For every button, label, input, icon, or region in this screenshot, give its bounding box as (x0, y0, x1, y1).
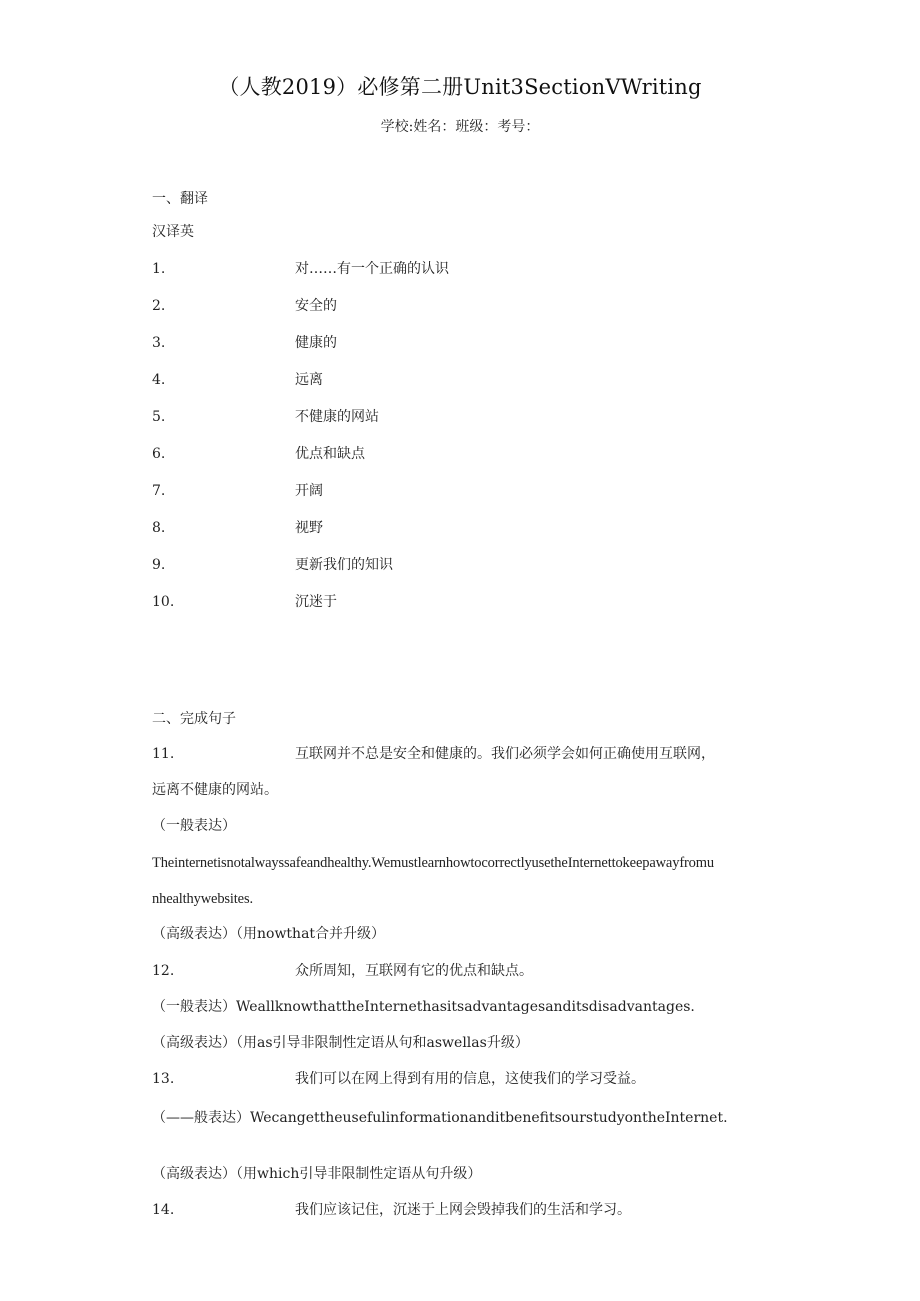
general-expression-label: （一般表达） (152, 818, 236, 834)
item-number: 6. (152, 446, 166, 462)
section2-heading: 二、完成句子 (152, 711, 236, 727)
item-text: 远离 (295, 372, 323, 388)
section1-heading: 一、翻译 (152, 191, 208, 207)
item-number: 2. (152, 298, 166, 314)
section1-subheading: 汉译英 (152, 224, 194, 240)
item-text: 健康的 (295, 335, 337, 351)
item-number: 1. (152, 261, 166, 277)
question-number: 14. (152, 1202, 175, 1218)
advanced-expression-prompt: （高级表达）（用which引导非限制性定语从句升级） (152, 1166, 482, 1182)
question-text: 我们可以在网上得到有用的信息，这使我们的学习受益。 (295, 1071, 645, 1087)
item-text: 更新我们的知识 (295, 557, 393, 573)
item-text: 视野 (295, 520, 323, 536)
general-expression: （一般表达）WeallknowthattheInternethasitsadvantagesanditsdisadvantages. (152, 999, 695, 1015)
question-number: 13. (152, 1071, 175, 1087)
general-expression: （——般表达）WecangettheusefulinformationanditbenefitsourstudyontheInternet. (152, 1110, 728, 1126)
question-text: 众所周知，互联网有它的优点和缺点。 (295, 963, 533, 979)
general-expression-text: Theinternetisnotalwayssafeandhealthy.WemustlearnhowtocorrectlyusetheInternettokeepawayfromu (152, 855, 715, 871)
question-text: 互联网并不总是安全和健康的。我们必须学会如何正确使用互联网， (295, 746, 715, 762)
item-number: 8. (152, 520, 166, 536)
item-text: 安全的 (295, 298, 337, 314)
general-expression-text-continued: nhealthywebsites. (152, 891, 253, 907)
item-text: 沉迷于 (295, 594, 337, 610)
item-text: 开阔 (295, 483, 323, 499)
advanced-expression-prompt: （高级表达）（用nowthat合并升级） (152, 926, 386, 942)
item-number: 10. (152, 594, 175, 610)
item-number: 9. (152, 557, 166, 573)
item-text: 优点和缺点 (295, 446, 365, 462)
item-number: 7. (152, 483, 166, 499)
question-number: 12. (152, 963, 175, 979)
item-number: 3. (152, 335, 166, 351)
student-info-line: 学校:姓名：班级：考号： (380, 119, 540, 135)
page-title: （人教2019）必修第二册Unit3SectionVWriting (218, 75, 702, 99)
item-text: 不健康的网站 (295, 409, 379, 425)
question-text: 我们应该记住，沉迷于上网会毁掉我们的生活和学习。 (295, 1202, 631, 1218)
item-number: 5. (152, 409, 166, 425)
item-number: 4. (152, 372, 166, 388)
item-text: 对……有一个正确的认识 (295, 261, 449, 277)
question-text-continued: 远离不健康的网站。 (152, 782, 278, 798)
advanced-expression-prompt: （高级表达）（用as引导非限制性定语从句和aswellas升级） (152, 1035, 529, 1051)
question-number: 11. (152, 746, 175, 762)
